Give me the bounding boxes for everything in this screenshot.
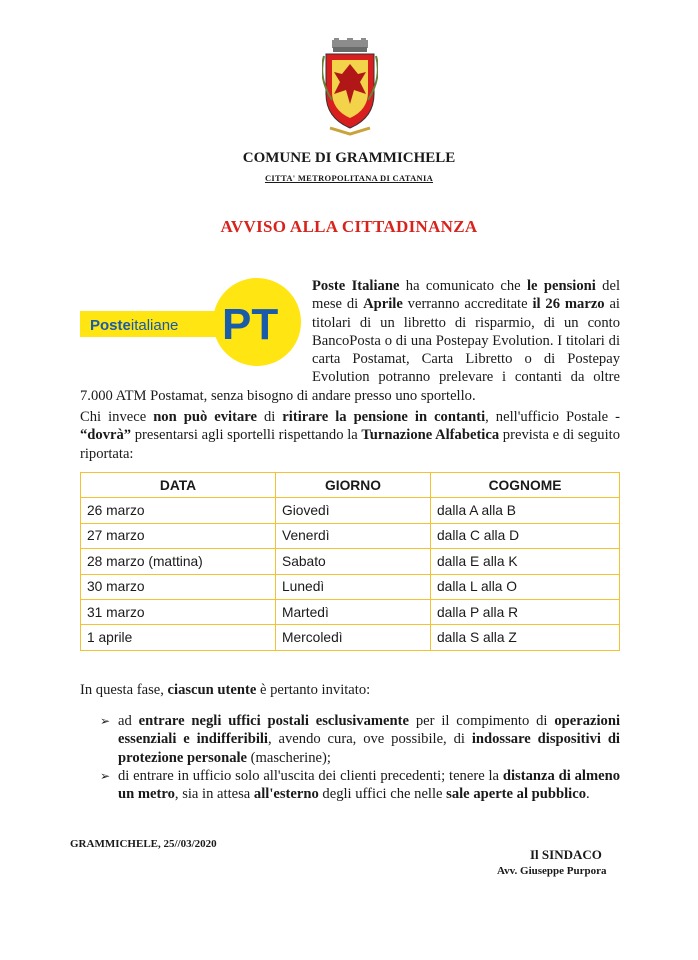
intro-bold-3: le pensioni <box>527 278 596 294</box>
b2-text-5: degli uffici che nelle <box>318 786 447 803</box>
cell-cognome: dalla A alla B <box>431 498 620 523</box>
place-date: GRAMMICHELE, 25//03/2020 <box>70 838 217 850</box>
intro-text-6: verranno accreditate <box>402 296 533 313</box>
invito-bold-2: ciascun utente <box>167 682 257 698</box>
cell-cognome: dalla L alla O <box>431 574 620 599</box>
table-header-row <box>81 473 620 498</box>
p2-text-5: , nell'ufficio Postale - <box>485 409 620 425</box>
svg-text:Posteitaliane: Posteitaliane <box>90 317 179 334</box>
cell-giorno: Lunedì <box>276 574 431 599</box>
p2-bold-2: non può evitare <box>153 409 257 425</box>
intro-text-8: ai titolari di un libretto di risparmio, di un conto BancoPosta o di una Postepay Evolution. I titolari di carta Postamat, Carta Libretto o di Postepay Evolution potranno prelevare i contanti da oltre 7.000 ATM Postamat, senza bisogno di andare presso uno sportello. <box>80 296 620 404</box>
invitation-line <box>80 682 620 699</box>
cell-giorno: Sabato <box>276 549 431 574</box>
b2-text-1: di entrare in ufficio solo all'uscita dei clienti precedenti; tenere la <box>118 767 503 784</box>
b1-bold-4: operazioni essenziali e indifferibili <box>118 713 621 748</box>
b1-bold-6: indossare dispositivi di protezione personale <box>118 731 620 766</box>
b1-text-1: ad <box>118 713 139 729</box>
notice-title: AVVISO ALLA CITTADINANZA <box>220 217 478 236</box>
p2-bold-8: Turnazione Alfabetica <box>361 427 500 444</box>
list-item <box>100 767 620 804</box>
cell-cognome: dalla S alla Z <box>431 625 620 650</box>
b1-text-7: (mascherine); <box>247 749 331 766</box>
p2-text-1: Chi invece <box>80 409 154 425</box>
cell-data: 30 marzo <box>81 574 276 599</box>
table-row <box>81 625 620 650</box>
table-row <box>81 599 620 624</box>
b2-text-7: . <box>586 786 590 803</box>
comune-title: COMUNE DI GRAMMICHELE <box>242 150 456 166</box>
cell-giorno: Martedì <box>276 599 431 624</box>
intro-bold-7: il 26 marzo <box>532 296 605 313</box>
turnazione-paragraph <box>80 408 620 463</box>
b2-bold-4: all'esterno <box>253 786 319 803</box>
b2-bold-6: sale aperte al pubblico <box>446 786 587 803</box>
mayor-name: Avv. Giuseppe Purpora <box>497 865 607 877</box>
cell-data: 26 marzo <box>81 498 276 523</box>
intro-bold-5: Aprile <box>363 296 403 313</box>
p2-text-3: di <box>256 409 283 425</box>
header-data: DATA <box>81 473 276 498</box>
table-row <box>81 498 620 523</box>
b2-text-3: , sia in attesa <box>174 786 254 803</box>
intro-text-4: del mese di <box>312 278 621 313</box>
intro-paragraph <box>80 277 620 405</box>
p2-text-7: presentarsi agli sportelli rispettando la <box>131 427 362 444</box>
b1-text-3: per il compimento di <box>409 713 555 729</box>
cell-cognome: dalla C alla D <box>431 523 620 548</box>
p2-bold-4: ritirare la pensione in contanti <box>282 409 486 425</box>
cell-giorno: Venerdì <box>276 523 431 548</box>
cell-data: 1 aprile <box>81 625 276 650</box>
invito-text-1: In questa fase, <box>80 682 168 698</box>
mayor-title: Il SINDACO <box>530 847 602 862</box>
cell-cognome: dalla P alla R <box>431 599 620 624</box>
poste-logo <box>80 277 312 371</box>
intro-bold-1: Poste Italiane <box>312 278 400 294</box>
cell-giorno: Giovedì <box>276 498 431 523</box>
cell-cognome: dalla E alla K <box>431 549 620 574</box>
intro-text-2: ha comunicato che <box>399 278 527 294</box>
rules-list <box>100 712 620 803</box>
b1-text-5: , avendo cura, ove possibile, di <box>267 731 472 748</box>
cell-data: 31 marzo <box>81 599 276 624</box>
invito-text-3: è pertanto invitato: <box>256 682 371 698</box>
schedule-table <box>80 472 620 651</box>
header-giorno: GIORNO <box>276 473 431 498</box>
cell-data: 28 marzo (mattina) <box>81 549 276 574</box>
metro-subtitle: CITTA' METROPOLITANA DI CATANIA <box>264 173 434 183</box>
p2-bold-6: “dovrà” <box>80 427 132 444</box>
p2-text-9: prevista e di seguito riportata: <box>80 427 621 462</box>
poste-logo-icon <box>80 277 302 367</box>
b2-bold-2: distanza di almeno un metro <box>118 767 621 803</box>
crest-icon <box>322 38 378 138</box>
b1-bold-2: entrare negli uffici postali esclusivamente <box>138 713 409 729</box>
svg-text:PT: PT <box>222 300 279 349</box>
table-row <box>81 549 620 574</box>
table-row <box>81 523 620 548</box>
cell-data: 27 marzo <box>81 523 276 548</box>
arrow-bullet-icon: ➢ <box>100 714 111 728</box>
list-item <box>100 712 620 767</box>
table-row <box>81 574 620 599</box>
header-cognome: COGNOME <box>431 473 620 498</box>
cell-giorno: Mercoledì <box>276 625 431 650</box>
arrow-bullet-icon: ➢ <box>100 768 111 783</box>
